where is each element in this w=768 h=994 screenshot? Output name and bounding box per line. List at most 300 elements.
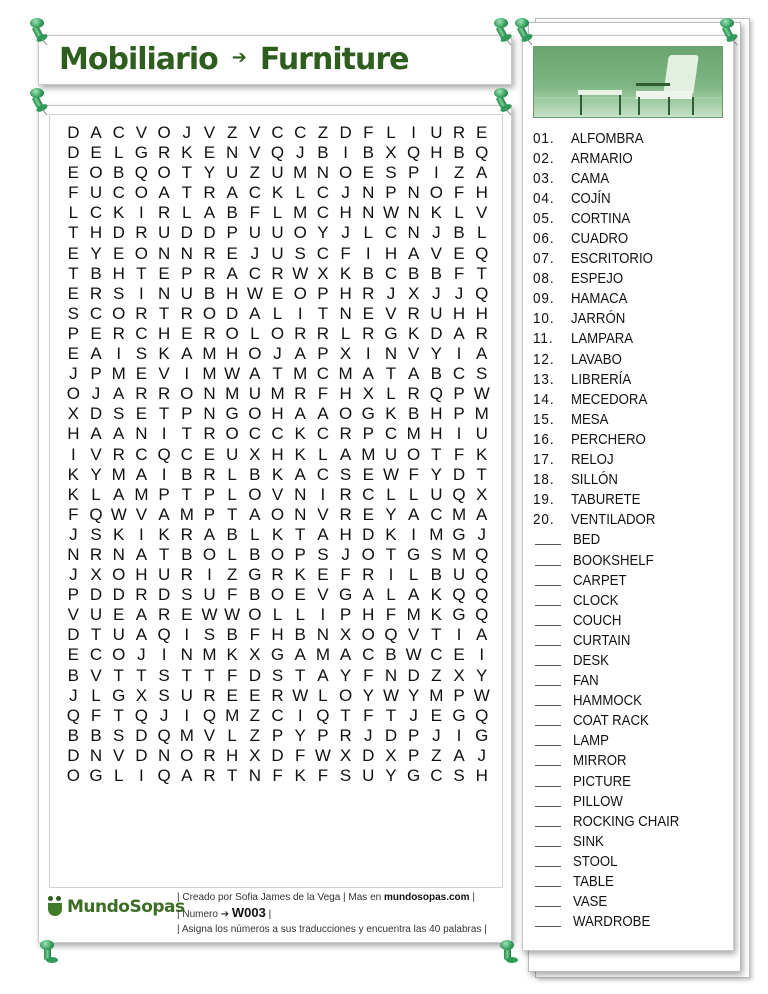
grid-cell[interactable]: A: [339, 645, 352, 665]
grid-cell[interactable]: G: [407, 766, 421, 785]
grid-cell[interactable]: Q: [475, 585, 489, 605]
grid-cell[interactable]: O: [157, 163, 171, 183]
grid-cell[interactable]: N: [384, 665, 398, 685]
grid-cell[interactable]: U: [430, 484, 443, 504]
grid-cell[interactable]: J: [137, 645, 146, 665]
grid-cell[interactable]: H: [226, 283, 239, 303]
grid-cell[interactable]: L: [272, 605, 283, 625]
grid-cell[interactable]: C: [89, 303, 103, 323]
grid-cell[interactable]: Q: [407, 143, 421, 163]
grid-cell[interactable]: H: [271, 404, 284, 424]
grid-cell[interactable]: K: [113, 524, 125, 544]
grid-cell[interactable]: O: [270, 585, 285, 605]
grid-cell[interactable]: A: [362, 585, 374, 605]
grid-cell[interactable]: H: [271, 444, 284, 464]
grid-cell[interactable]: J: [341, 544, 350, 564]
grid-cell[interactable]: I: [456, 344, 462, 364]
grid-cell[interactable]: O: [270, 504, 285, 524]
grid-cell[interactable]: Z: [249, 725, 261, 745]
answer-blank[interactable]: [535, 826, 561, 827]
grid-cell[interactable]: Y: [430, 344, 443, 364]
grid-cell[interactable]: I: [456, 725, 462, 745]
grid-cell[interactable]: R: [339, 424, 352, 444]
grid-cell[interactable]: D: [362, 524, 375, 544]
grid-cell[interactable]: S: [113, 283, 125, 303]
grid-cell[interactable]: H: [475, 303, 488, 323]
grid-cell[interactable]: G: [270, 645, 285, 665]
grid-cell[interactable]: U: [203, 585, 216, 605]
grid-cell[interactable]: G: [452, 705, 466, 725]
grid-cell[interactable]: R: [157, 384, 171, 404]
grid-cell[interactable]: G: [248, 565, 262, 585]
grid-cell[interactable]: Q: [157, 625, 171, 645]
grid-cell[interactable]: L: [182, 203, 192, 223]
grid-cell[interactable]: E: [67, 344, 80, 364]
grid-cell[interactable]: F: [249, 625, 261, 645]
grid-cell[interactable]: N: [89, 745, 103, 765]
grid-cell[interactable]: X: [339, 745, 352, 765]
grid-cell[interactable]: C: [248, 183, 261, 203]
answer-blank[interactable]: [535, 665, 561, 666]
grid-cell[interactable]: K: [67, 464, 80, 484]
answer-blank[interactable]: [535, 886, 561, 887]
grid-cell[interactable]: F: [453, 263, 465, 283]
grid-cell[interactable]: G: [89, 766, 103, 785]
grid-cell[interactable]: P: [271, 725, 284, 745]
grid-cell[interactable]: E: [362, 504, 374, 524]
grid-cell[interactable]: A: [294, 645, 306, 665]
grid-cell[interactable]: S: [271, 665, 284, 685]
grid-cell[interactable]: A: [453, 323, 465, 343]
grid-cell[interactable]: R: [203, 745, 216, 765]
grid-cell[interactable]: F: [363, 665, 374, 685]
grid-cell[interactable]: A: [135, 605, 148, 625]
grid-cell[interactable]: D: [226, 303, 239, 323]
grid-cell[interactable]: M: [361, 444, 376, 464]
grid-cell[interactable]: D: [112, 223, 125, 243]
grid-cell[interactable]: Z: [317, 123, 329, 142]
grid-cell[interactable]: N: [339, 303, 352, 323]
grid-cell[interactable]: R: [203, 766, 216, 785]
grid-cell[interactable]: R: [89, 283, 103, 303]
grid-cell[interactable]: L: [454, 203, 464, 223]
grid-cell[interactable]: E: [249, 685, 261, 705]
grid-cell[interactable]: I: [456, 424, 462, 444]
grid-cell[interactable]: B: [430, 565, 443, 585]
grid-cell[interactable]: H: [430, 404, 443, 424]
grid-cell[interactable]: Z: [453, 163, 465, 183]
grid-cell[interactable]: X: [339, 625, 352, 645]
grid-cell[interactable]: Q: [475, 605, 489, 625]
grid-cell[interactable]: F: [249, 203, 261, 223]
grid-cell[interactable]: X: [249, 444, 261, 464]
grid-cell[interactable]: R: [294, 323, 307, 343]
grid-cell[interactable]: F: [226, 585, 238, 605]
grid-cell[interactable]: A: [135, 625, 148, 645]
grid-cell[interactable]: E: [203, 143, 216, 163]
grid-cell[interactable]: T: [226, 766, 238, 785]
grid-cell[interactable]: O: [270, 323, 285, 343]
grid-cell[interactable]: E: [158, 263, 170, 283]
grid-cell[interactable]: Y: [90, 243, 102, 263]
grid-cell[interactable]: U: [112, 625, 125, 645]
grid-cell[interactable]: O: [429, 183, 443, 203]
answer-blank[interactable]: [535, 866, 561, 867]
grid-cell[interactable]: L: [272, 303, 283, 323]
grid-cell[interactable]: U: [271, 223, 284, 243]
grid-cell[interactable]: N: [407, 183, 420, 203]
grid-cell[interactable]: O: [361, 544, 375, 564]
grid-cell[interactable]: V: [317, 504, 329, 524]
grid-cell[interactable]: V: [430, 243, 443, 263]
grid-cell[interactable]: G: [407, 544, 421, 564]
grid-cell[interactable]: M: [429, 685, 444, 705]
grid-cell[interactable]: J: [409, 705, 418, 725]
grid-cell[interactable]: E: [67, 283, 80, 303]
grid-cell[interactable]: A: [113, 424, 125, 444]
grid-cell[interactable]: D: [339, 123, 352, 142]
grid-cell[interactable]: K: [430, 585, 443, 605]
grid-cell[interactable]: H: [384, 243, 398, 263]
grid-cell[interactable]: M: [338, 364, 353, 384]
grid-cell[interactable]: C: [430, 504, 443, 524]
grid-cell[interactable]: E: [453, 645, 465, 665]
grid-cell[interactable]: P: [317, 283, 329, 303]
grid-cell[interactable]: I: [139, 766, 144, 785]
grid-cell[interactable]: B: [226, 203, 238, 223]
grid-cell[interactable]: U: [384, 444, 398, 464]
grid-cell[interactable]: M: [293, 364, 308, 384]
grid-cell[interactable]: V: [317, 585, 329, 605]
grid-cell[interactable]: V: [135, 504, 148, 524]
grid-cell[interactable]: E: [203, 444, 216, 464]
grid-cell[interactable]: O: [270, 544, 285, 564]
grid-cell[interactable]: Q: [270, 143, 285, 163]
grid-cell[interactable]: H: [339, 283, 352, 303]
grid-cell[interactable]: R: [362, 565, 375, 585]
grid-cell[interactable]: I: [139, 203, 144, 223]
site-link[interactable]: mundosopas.com: [383, 892, 470, 903]
grid-cell[interactable]: W: [382, 464, 399, 484]
grid-cell[interactable]: P: [294, 544, 306, 564]
grid-cell[interactable]: H: [112, 263, 125, 283]
grid-cell[interactable]: A: [317, 665, 329, 685]
grid-cell[interactable]: X: [67, 404, 80, 424]
grid-cell[interactable]: R: [157, 605, 171, 625]
grid-cell[interactable]: H: [339, 203, 352, 223]
grid-cell[interactable]: H: [430, 143, 443, 163]
grid-cell[interactable]: N: [407, 203, 420, 223]
grid-cell[interactable]: S: [203, 625, 216, 645]
grid-cell[interactable]: D: [180, 223, 193, 243]
grid-cell[interactable]: R: [203, 685, 216, 705]
grid-cell[interactable]: R: [407, 303, 420, 323]
grid-cell[interactable]: A: [203, 203, 216, 223]
grid-cell[interactable]: G: [384, 323, 398, 343]
grid-cell[interactable]: K: [476, 444, 488, 464]
grid-cell[interactable]: A: [113, 484, 125, 504]
grid-cell[interactable]: K: [294, 565, 306, 585]
grid-cell[interactable]: J: [182, 123, 192, 142]
grid-cell[interactable]: M: [225, 384, 240, 404]
grid-cell[interactable]: C: [135, 444, 148, 464]
grid-cell[interactable]: O: [134, 183, 149, 203]
grid-cell[interactable]: Z: [226, 123, 238, 142]
grid-cell[interactable]: Y: [385, 504, 397, 524]
grid-cell[interactable]: L: [386, 585, 396, 605]
grid-cell[interactable]: L: [318, 685, 328, 705]
grid-cell[interactable]: W: [405, 645, 422, 665]
grid-cell[interactable]: I: [388, 565, 394, 585]
grid-cell[interactable]: D: [89, 585, 103, 605]
grid-cell[interactable]: P: [453, 404, 465, 424]
grid-cell[interactable]: I: [184, 364, 190, 384]
grid-cell[interactable]: Y: [339, 665, 352, 685]
grid-cell[interactable]: M: [202, 364, 217, 384]
grid-cell[interactable]: X: [385, 143, 397, 163]
grid-cell[interactable]: F: [363, 705, 374, 725]
grid-cell[interactable]: S: [453, 766, 465, 785]
grid-cell[interactable]: B: [249, 464, 261, 484]
grid-cell[interactable]: I: [161, 645, 167, 665]
grid-cell[interactable]: L: [386, 484, 396, 504]
grid-cell[interactable]: J: [364, 725, 373, 745]
grid-cell[interactable]: O: [338, 163, 353, 183]
grid-cell[interactable]: H: [475, 183, 488, 203]
grid-cell[interactable]: V: [476, 203, 488, 223]
grid-cell[interactable]: J: [69, 364, 78, 384]
grid-cell[interactable]: E: [67, 645, 80, 665]
grid-cell[interactable]: L: [386, 123, 396, 142]
grid-cell[interactable]: B: [113, 163, 125, 183]
grid-cell[interactable]: C: [271, 705, 284, 725]
grid-cell[interactable]: D: [67, 143, 80, 163]
grid-cell[interactable]: Q: [89, 504, 103, 524]
grid-cell[interactable]: R: [89, 544, 103, 564]
grid-cell[interactable]: I: [70, 444, 76, 464]
grid-cell[interactable]: N: [248, 766, 261, 785]
grid-cell[interactable]: R: [339, 725, 352, 745]
grid-cell[interactable]: N: [157, 283, 171, 303]
grid-cell[interactable]: X: [339, 344, 352, 364]
grid-cell[interactable]: Z: [249, 163, 261, 183]
grid-cell[interactable]: M: [451, 504, 467, 524]
grid-cell[interactable]: T: [90, 625, 102, 645]
grid-cell[interactable]: O: [361, 625, 375, 645]
grid-cell[interactable]: S: [385, 163, 397, 183]
grid-cell[interactable]: C: [89, 645, 103, 665]
grid-cell[interactable]: D: [135, 745, 148, 765]
grid-cell[interactable]: N: [226, 143, 239, 163]
grid-cell[interactable]: P: [181, 404, 193, 424]
grid-cell[interactable]: G: [475, 725, 489, 745]
grid-cell[interactable]: A: [135, 544, 148, 564]
grid-cell[interactable]: T: [385, 364, 397, 384]
grid-cell[interactable]: B: [362, 143, 374, 163]
grid-cell[interactable]: O: [338, 685, 353, 705]
grid-cell[interactable]: L: [272, 203, 283, 223]
grid-cell[interactable]: I: [433, 163, 439, 183]
grid-cell[interactable]: P: [226, 223, 238, 243]
grid-cell[interactable]: D: [248, 665, 261, 685]
grid-cell[interactable]: C: [452, 364, 466, 384]
grid-cell[interactable]: L: [295, 605, 305, 625]
grid-cell[interactable]: T: [181, 163, 192, 183]
grid-cell[interactable]: F: [385, 605, 397, 625]
grid-cell[interactable]: H: [362, 605, 375, 625]
grid-cell[interactable]: T: [68, 223, 79, 243]
grid-cell[interactable]: K: [430, 203, 443, 223]
grid-cell[interactable]: I: [479, 645, 485, 665]
grid-cell[interactable]: O: [112, 303, 126, 323]
grid-cell[interactable]: U: [452, 565, 466, 585]
grid-cell[interactable]: A: [407, 243, 420, 263]
grid-cell[interactable]: I: [365, 344, 371, 364]
grid-cell[interactable]: R: [157, 203, 171, 223]
grid-cell[interactable]: M: [111, 464, 126, 484]
grid-cell[interactable]: S: [476, 364, 488, 384]
grid-cell[interactable]: R: [203, 323, 216, 343]
grid-cell[interactable]: G: [452, 524, 466, 544]
grid-cell[interactable]: K: [294, 444, 306, 464]
grid-cell[interactable]: B: [181, 544, 193, 564]
grid-cell[interactable]: L: [227, 725, 237, 745]
grid-cell[interactable]: C: [89, 203, 103, 223]
grid-cell[interactable]: J: [250, 243, 260, 263]
grid-cell[interactable]: R: [271, 263, 284, 283]
grid-cell[interactable]: W: [382, 685, 399, 705]
grid-cell[interactable]: S: [294, 243, 306, 263]
grid-cell[interactable]: H: [452, 303, 466, 323]
grid-cell[interactable]: R: [203, 464, 216, 484]
grid-cell[interactable]: E: [226, 685, 238, 705]
grid-cell[interactable]: K: [385, 524, 397, 544]
grid-cell[interactable]: R: [362, 323, 375, 343]
grid-cell[interactable]: C: [316, 364, 330, 384]
grid-cell[interactable]: V: [135, 123, 148, 142]
answer-blank[interactable]: [535, 544, 561, 545]
grid-cell[interactable]: A: [453, 745, 465, 765]
grid-cell[interactable]: P: [158, 484, 170, 504]
grid-cell[interactable]: J: [432, 283, 441, 303]
grid-cell[interactable]: V: [113, 745, 125, 765]
grid-cell[interactable]: F: [272, 766, 283, 785]
grid-cell[interactable]: V: [90, 444, 102, 464]
grid-cell[interactable]: V: [407, 625, 420, 645]
grid-cell[interactable]: U: [362, 766, 375, 785]
grid-cell[interactable]: M: [134, 484, 149, 504]
grid-cell[interactable]: L: [68, 203, 79, 223]
grid-cell[interactable]: S: [113, 404, 125, 424]
grid-cell[interactable]: F: [68, 183, 79, 203]
grid-cell[interactable]: C: [294, 123, 307, 142]
grid-cell[interactable]: R: [135, 384, 148, 404]
grid-cell[interactable]: F: [363, 123, 374, 142]
grid-cell[interactable]: N: [316, 163, 330, 183]
grid-cell[interactable]: C: [112, 123, 125, 142]
grid-cell[interactable]: I: [161, 424, 167, 444]
grid-cell[interactable]: Q: [475, 243, 489, 263]
answer-blank[interactable]: [535, 745, 561, 746]
grid-cell[interactable]: P: [407, 163, 420, 183]
grid-cell[interactable]: M: [270, 384, 285, 404]
grid-cell[interactable]: T: [476, 263, 487, 283]
answer-blank[interactable]: [535, 605, 561, 606]
grid-cell[interactable]: I: [139, 283, 144, 303]
grid-cell[interactable]: G: [338, 585, 353, 605]
grid-cell[interactable]: U: [226, 444, 239, 464]
grid-cell[interactable]: B: [249, 544, 261, 564]
grid-cell[interactable]: K: [271, 183, 284, 203]
grid-cell[interactable]: R: [271, 565, 284, 585]
grid-cell[interactable]: B: [67, 665, 80, 685]
grid-cell[interactable]: R: [407, 384, 420, 404]
grid-cell[interactable]: A: [362, 364, 374, 384]
grid-cell[interactable]: R: [294, 384, 307, 404]
grid-cell[interactable]: K: [158, 524, 170, 544]
grid-cell[interactable]: C: [316, 183, 330, 203]
grid-cell[interactable]: Z: [431, 745, 442, 765]
grid-cell[interactable]: T: [317, 303, 329, 323]
grid-cell[interactable]: E: [271, 283, 284, 303]
grid-cell[interactable]: C: [135, 323, 148, 343]
grid-cell[interactable]: K: [407, 323, 420, 343]
grid-cell[interactable]: Q: [134, 163, 149, 183]
grid-cell[interactable]: Q: [66, 705, 80, 725]
grid-cell[interactable]: Q: [475, 283, 489, 303]
answer-blank[interactable]: [535, 565, 561, 566]
grid-cell[interactable]: G: [452, 605, 466, 625]
grid-cell[interactable]: M: [202, 344, 217, 364]
grid-cell[interactable]: Q: [384, 625, 398, 645]
grid-cell[interactable]: D: [89, 404, 103, 424]
grid-cell[interactable]: I: [207, 565, 212, 585]
grid-cell[interactable]: D: [452, 464, 466, 484]
grid-cell[interactable]: L: [363, 223, 374, 243]
grid-cell[interactable]: T: [181, 484, 192, 504]
grid-cell[interactable]: F: [295, 745, 306, 765]
grid-cell[interactable]: H: [157, 323, 171, 343]
grid-cell[interactable]: D: [67, 123, 80, 142]
grid-cell[interactable]: G: [112, 685, 126, 705]
grid-cell[interactable]: E: [135, 404, 148, 424]
grid-cell[interactable]: M: [474, 404, 489, 424]
grid-cell[interactable]: A: [158, 504, 170, 524]
grid-cell[interactable]: G: [225, 404, 239, 424]
grid-cell[interactable]: L: [227, 484, 237, 504]
grid-cell[interactable]: R: [135, 303, 148, 323]
grid-cell[interactable]: U: [248, 384, 261, 404]
grid-cell[interactable]: X: [90, 565, 102, 585]
grid-cell[interactable]: H: [135, 565, 148, 585]
grid-cell[interactable]: T: [476, 464, 487, 484]
grid-cell[interactable]: B: [249, 585, 261, 605]
grid-cell[interactable]: G: [361, 404, 375, 424]
grid-cell[interactable]: P: [453, 384, 465, 404]
grid-cell[interactable]: U: [226, 163, 239, 183]
grid-cell[interactable]: M: [293, 163, 308, 183]
grid-cell[interactable]: M: [179, 504, 194, 524]
grid-cell[interactable]: A: [226, 263, 238, 283]
grid-cell[interactable]: J: [69, 565, 78, 585]
grid-cell[interactable]: L: [250, 323, 260, 343]
grid-cell[interactable]: R: [135, 223, 148, 243]
grid-cell[interactable]: C: [430, 645, 443, 665]
grid-cell[interactable]: R: [203, 243, 216, 263]
grid-cell[interactable]: S: [181, 585, 193, 605]
grid-cell[interactable]: L: [408, 484, 419, 504]
grid-cell[interactable]: D: [67, 745, 80, 765]
